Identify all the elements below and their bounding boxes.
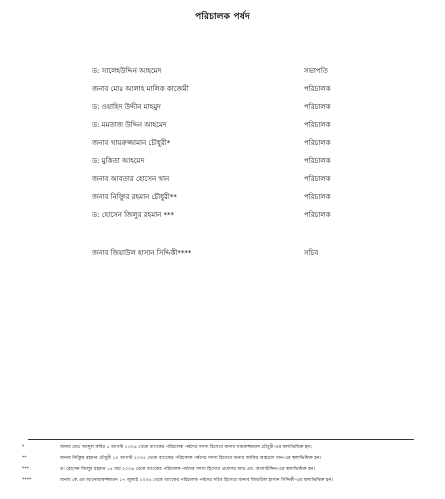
member-role: পরিচালক bbox=[304, 139, 331, 147]
member-role: পরিচালক bbox=[304, 103, 331, 111]
footnote-divider bbox=[28, 439, 414, 440]
footnote-row bbox=[0, 454, 445, 464]
member-row bbox=[0, 208, 445, 222]
member-row bbox=[0, 190, 445, 204]
member-role: পরিচালক bbox=[304, 157, 331, 165]
footnote-text: জনাব মোঃ আব্দুল কবির ৫ আগস্ট ২০০৬ থেকে ব্যাংকের পরিচালক পর্ষদের সদস্য হিসেবে জনাব খায়রুজ্জামান চৌধুরী-এর স্থলাভিষিক্ত হন। bbox=[60, 445, 312, 450]
member-row bbox=[0, 118, 445, 132]
member-row bbox=[0, 154, 445, 168]
footnote-row bbox=[0, 465, 445, 475]
member-row bbox=[0, 136, 445, 150]
member-name: ড: ওয়াহিদ উদ্দীন মাহমুদ bbox=[92, 103, 161, 111]
member-name: জনাব নিক্তিুর রহমান চৌধুরী** bbox=[92, 193, 177, 201]
footnote-row bbox=[0, 476, 445, 486]
footnote-mark: * bbox=[22, 445, 25, 450]
member-name: ড: হোসেন জিলুর রহমান *** bbox=[92, 211, 175, 219]
member-role: পরিচালক bbox=[304, 85, 331, 93]
footnote-text: ড: হোসেন জিলুর রহমান ১৫ মার্চ ২০০৬ থেকে ব্যাংকের পরিচালক পর্ষদের সদস্য হিসেবে প্রফেসর আর.এম. আলাউদ্দিন-এর স্থলাভিষিক্ত হন। bbox=[60, 467, 316, 472]
footnote-row bbox=[0, 443, 445, 453]
member-role: পরিচালক bbox=[304, 121, 331, 129]
member-role: সভাপতি bbox=[304, 67, 328, 75]
member-name: জনাব আবতার হোসেন খান bbox=[92, 175, 170, 183]
footnote-text: জনাব নিক্তিুর রহমান চৌধুরী ১০ আগস্ট ২০০৫ থেকে ব্যাংকের পরিচালক পর্ষদের সদস্য হিসেবে জনাব জাকির আহমেদ খান-এর স্থলাভিষিক্ত হন। bbox=[60, 456, 322, 461]
member-row bbox=[0, 172, 445, 186]
footnote-mark: ** bbox=[22, 456, 27, 461]
footnote-mark: **** bbox=[22, 478, 32, 483]
secretary-name: জনাব জিয়াউল হাসান সিদ্দিকী**** bbox=[92, 249, 192, 257]
member-role: পরিচালক bbox=[304, 211, 331, 219]
member-role: পরিচালক bbox=[304, 175, 331, 183]
secretary-row bbox=[0, 246, 445, 260]
member-row bbox=[0, 82, 445, 96]
secretary-role: সচিব bbox=[304, 249, 319, 257]
member-row bbox=[0, 64, 445, 78]
member-name: জনাব মোঃ আলাহ মালিক কাজেমী bbox=[92, 85, 189, 93]
member-name: ড: সালেহউদ্দিন আহমেদ bbox=[92, 67, 162, 75]
footnote-text: জনাব কে.এম আনোয়ারুজ্জামান ১৭ জুলাই ২০০৬ থেকে ব্যাংকের পরিচালক পর্ষদের সচিব হিসেবে জনাব জিয়াউল হাসান সিদ্দিকী-এর স্থলাভিষিক্ত হন। bbox=[60, 478, 333, 483]
member-name: জনাব খায়রুজ্জামান চৌধুরী* bbox=[92, 139, 171, 147]
member-name: ড: মুকিতা আহমেদ bbox=[92, 157, 145, 165]
footnote-mark: *** bbox=[22, 467, 29, 472]
member-name: ড: মমতাজ উদ্দিন আহমেদ bbox=[92, 121, 167, 129]
member-role: পরিচালক bbox=[304, 193, 331, 201]
member-row bbox=[0, 100, 445, 114]
page-title: পরিচালক পর্ষদ bbox=[195, 12, 250, 22]
